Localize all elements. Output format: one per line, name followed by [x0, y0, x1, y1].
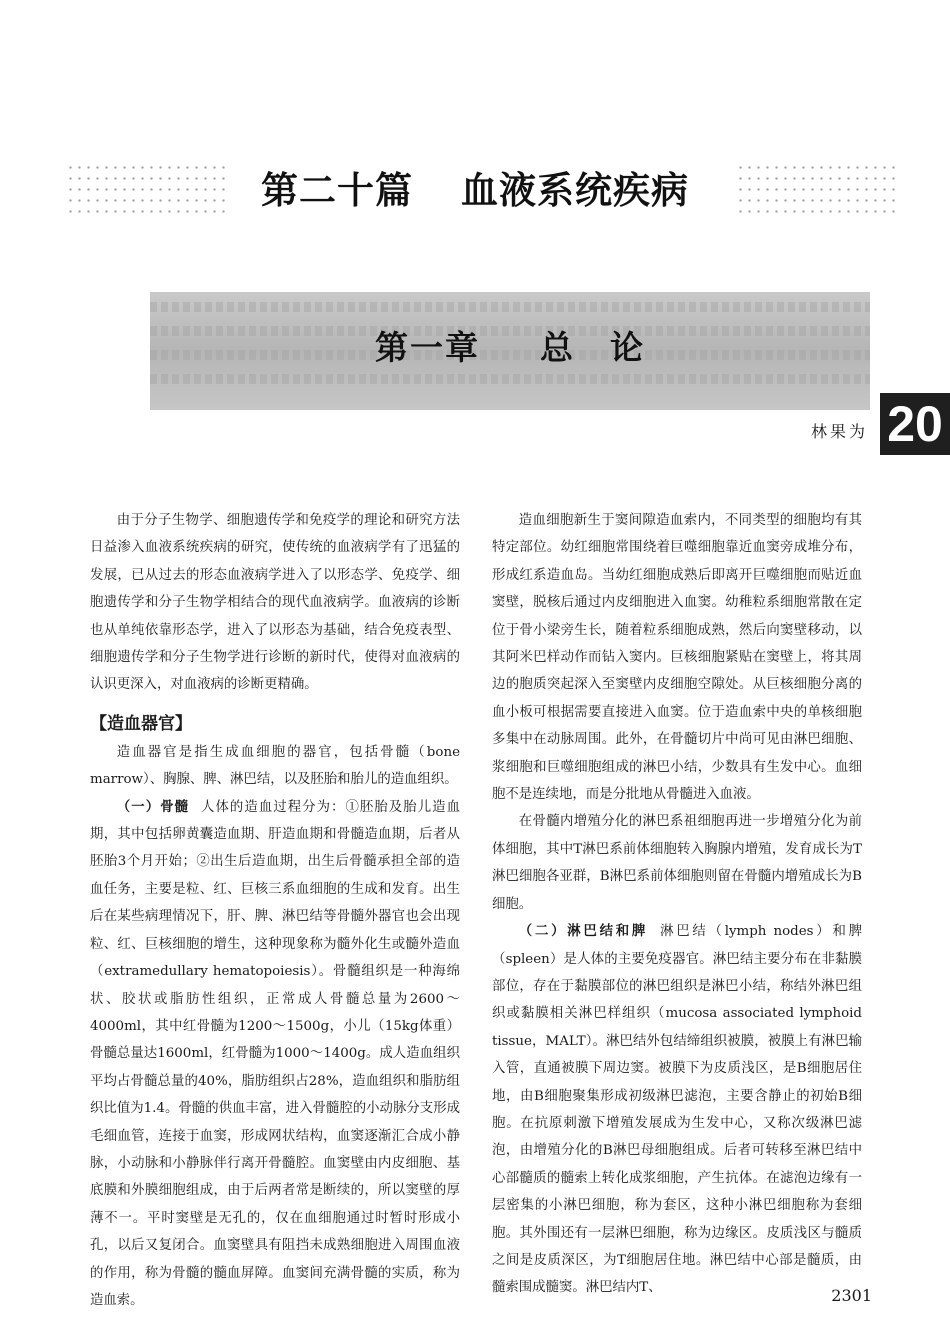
section-heading: 【造血器官】	[90, 713, 192, 734]
part-number-badge: 20	[880, 393, 950, 455]
bone-marrow-body: 人体的造血过程分为：①胚胎及胎儿造血期，其中包括卵黄囊造血期、肝造血期和骨髓造血期，后者从胚胎3个月开始；②出生后造血期，出生后骨髓承担全部的造血任务，主要是粒、红、巨核三系血细胞的生成和发育。出生后在某些病理情况下，肝、脾、淋巴结等骨髓外器官也会出现粒、红、巨核细胞的增生，这种现象称为髓外化生或髓外造血（extramedullary hematopoiesis）。骨髓组织是一种海绵状、胶状或脂肪性组织，正常成人骨髓总量为2600～4000ml，其中红骨髓为1200～1500g，小儿（15kg体重）骨髓总量达1600ml，红骨髓为1000～1400g。成人造血组织平均占骨髓总量的40%，脂肪组织占28%，造血组织和脂肪组织比值为1.4。骨髓的供血丰富，进入骨髓腔的小动脉分支形成毛细血管，连接于血窦，形成网状结构，血窦逐渐汇合成小静脉，小动脉和小静脉伴行离开骨髓腔。血窦壁由内皮细胞、基底膜和外膜细胞组成，由于后两者常是断续的，所以窦壁的厚薄不一。平时窦壁是无孔的，仅在血细胞通过时暂时形成小孔，以后又复闭合。血窦壁具有阻挡未成熟细胞进入周围血液的作用，称为骨髓的髓血屏障。血窦间充满骨髓的实质，称为造血索。	[90, 799, 461, 1308]
lymphoid-paragraph: 在骨髓内增殖分化的淋巴系祖细胞再进一步增殖分化为前体细胞，其中T淋巴系前体细胞转入胸腺内增殖，发育成长为T淋巴细胞各亚群，B淋巴系前体细胞则留在骨髓内增殖成长为B细胞。	[492, 814, 862, 912]
section-intro-paragraph: 造血器官是指生成血细胞的器官，包括骨髓（bone marrow）、胸腺、脾、淋巴结，以及胚胎和胎儿的造血组织。	[90, 744, 460, 788]
left-column	[90, 507, 460, 1314]
chapter-title-text: 总 论	[540, 328, 645, 367]
chapter-label: 第一章	[375, 328, 480, 367]
author-name: 林果为	[810, 422, 868, 441]
part-number-label: 第二十篇	[261, 168, 413, 212]
subsection-title-bone-marrow: （一）骨髓	[116, 799, 190, 815]
lymph-node-spleen-body: 淋巴结（lymph nodes）和脾（spleen）是人体的主要免疫器官。淋巴结主要分布在非黏膜部位，存在于黏膜部位的淋巴组织是淋巴小结，称结外淋巴组织或黏膜相关淋巴样组织（mucosa associated lymphoid tissue，MALT）。淋巴结外包结缔组织被膜，被膜上有淋巴输入管，直通被膜下周边窦。被膜下为皮质浅区，是B细胞居住地，由B细胞聚集形成初级淋巴滤泡，主要含静止的初始B细胞。在抗原刺激下增殖发展成为生发中心，又称次级淋巴滤泡，由增殖分化的B淋巴母细胞组成。后者可转移至淋巴结中心部髓质的髓索上转化成浆细胞，产生抗体。在滤泡边缘有一层密集的小淋巴细胞，称为套区，这种小淋巴细胞称为套细胞。其外围还有一层淋巴细胞，称为边缘区。皮质浅区与髓质之间是皮质深区，为T细胞居住地。淋巴结中心部是髓质，由髓索围成髓窦。淋巴结内T、	[492, 924, 862, 1296]
part-title-text: 血液系统疾病	[461, 168, 689, 212]
page-number: 2301	[831, 1286, 872, 1305]
part-title	[0, 160, 950, 214]
right-column	[492, 507, 862, 1302]
bone-marrow-paragraph	[90, 794, 460, 1315]
hematopoiesis-paragraph: 造血细胞新生于窦间隙造血索内，不同类型的细胞均有其特定部位。幼红细胞常围绕着巨噬细胞靠近血窦旁成堆分布，形成红系造血岛。当幼红细胞成熟后即离开巨噬细胞而贴近血窦壁，脱核后通过内皮细胞进入血窦。幼稚粒系细胞常散在定位于骨小梁旁生长，随着粒系细胞成熟，然后向窦壁移动，以其阿米巴样动作而钻入窦内。巨核细胞紧贴在窦壁上，将其周边的胞质突起深入至窦壁内皮细胞空隙处。从巨核细胞分离的血小板可根据需要直接进入血窦。位于造血索中央的单核细胞多集中在动脉周围。此外，在骨髓切片中尚可见由淋巴细胞、浆细胞和巨噬细胞组成的淋巴小结，少数具有生发中心。血细胞不是连续地，而是分批地从骨髓进入血液。	[492, 513, 862, 803]
lymph-node-spleen-paragraph	[492, 918, 862, 1302]
intro-paragraph: 由于分子生物学、细胞遗传学和免疫学的理论和研究方法日益渗入血液系统疾病的研究，使传统的血液病学有了迅猛的发展，已从过去的形态血液病学进入了以形态学、免疫学、细胞遗传学和分子生物学相结合的现代血液病学。血液病的诊断也从单纯依靠形态学，进入了以形态为基础，结合免疫表型、细胞遗传学和分子生物学进行诊断的新时代，使得对血液病的认识更深入，对血液病的诊断更精确。	[90, 513, 460, 693]
chapter-title	[150, 322, 870, 369]
subsection-title-lymph-node-spleen: （二）淋巴结和脾	[518, 924, 649, 940]
